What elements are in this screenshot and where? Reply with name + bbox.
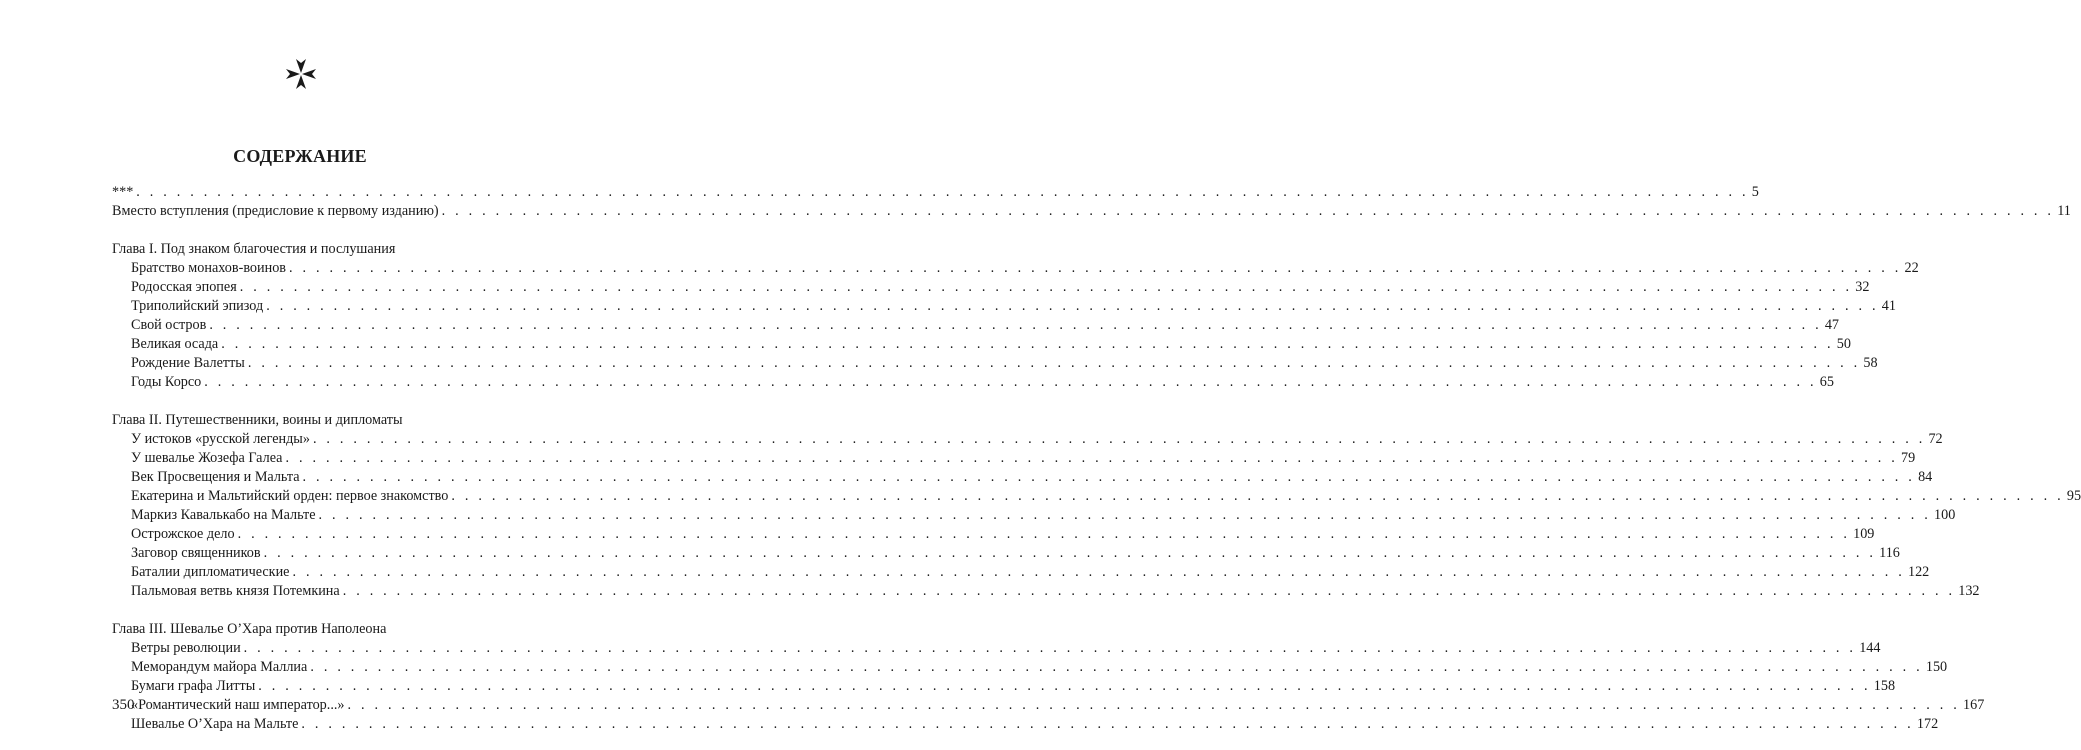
toc-entry[interactable] bbox=[112, 259, 1919, 278]
dot-leader: . . . . . . . . . . . . . . . . . . . . . . . . . . . . . . . . . . . . . . . . . . . . . . . . . . . . . . . . . . . . . . . . . . . . . . . . . . . . . . . . . . . . . . . . . . . . . . . . . . . . . . . . . . . . . . . . . . . . . . . . bbox=[258, 678, 1871, 694]
dot-leader: . . . . . . . . . . . . . . . . . . . . . . . . . . . . . . . . . . . . . . . . . . . . . . . . . . . . . . . . . . . . . . . . . . . . . . . . . . . . . . . . . . . . . . . . . . . . . . . . . . . . . . . . . . . . . . . . . . . . . . . . bbox=[237, 526, 1851, 542]
toc-entry-page: 116 bbox=[1879, 545, 1900, 561]
toc-entry-page: 95 bbox=[2066, 488, 2081, 504]
toc-entry[interactable] bbox=[112, 715, 1939, 734]
toc-entry[interactable] bbox=[112, 449, 1916, 468]
toc-entry-page: 22 bbox=[1904, 260, 1919, 276]
toc-entry[interactable] bbox=[112, 696, 1985, 715]
toc-entry-page: 144 bbox=[1859, 640, 1881, 656]
chapter-title[interactable]: Глава I. Под знаком благочестия и послушания bbox=[112, 241, 396, 257]
toc-entry-page: 167 bbox=[1963, 697, 1985, 713]
toc-entry-page: 50 bbox=[1836, 336, 1851, 352]
table-of-contents bbox=[112, 183, 2081, 734]
toc-entry-title: Родосская эпопея bbox=[131, 279, 237, 295]
toc-entry[interactable] bbox=[112, 582, 1980, 601]
toc-entry-page: 122 bbox=[1907, 564, 1930, 580]
toc-entry-page: 100 bbox=[1934, 507, 1956, 523]
toc-entry-title: Острожское дело bbox=[131, 526, 235, 542]
toc-entry-title: Век Просвещения и Мальта bbox=[131, 469, 300, 485]
maltese-cross-icon bbox=[285, 58, 317, 90]
toc-entry-title: Маркиз Кавалькабо на Мальте bbox=[131, 507, 316, 523]
toc-entry[interactable] bbox=[112, 658, 1948, 677]
toc-entry[interactable] bbox=[112, 468, 1933, 487]
chapter-title[interactable]: Глава III. Шевалье О’Хара против Наполеона bbox=[112, 621, 387, 637]
toc-entry-page: 72 bbox=[1928, 431, 1943, 447]
dot-leader: . . . . . . . . . . . . . . . . . . . . . . . . . . . . . . . . . . . . . . . . . . . . . . . . . . . . . . . . . . . . . . . . . . . . . . . . . . . . . . . . . . . . . . . . . . . . . . . . . . . . . . . . . . . . . . . . . . . . . . . . bbox=[441, 203, 2055, 219]
dot-leader: . . . . . . . . . . . . . . . . . . . . . . . . . . . . . . . . . . . . . . . . . . . . . . . . . . . . . . . . . . . . . . . . . . . . . . . . . . . . . . . . . . . . . . . . . . . . . . . . . . . . . . . . . . . . . . . . . . . . . . . . bbox=[263, 545, 1877, 561]
toc-entry-title: Екатерина и Мальтийский орден: первое знакомство bbox=[131, 488, 449, 504]
dot-leader: . . . . . . . . . . . . . . . . . . . . . . . . . . . . . . . . . . . . . . . . . . . . . . . . . . . . . . . . . . . . . . . . . . . . . . . . . . . . . . . . . . . . . . . . . . . . . . . . . . . . . . . . . . . . . . . . . . . . . . . . bbox=[301, 716, 1914, 732]
dot-leader: . . . . . . . . . . . . . . . . . . . . . . . . . . . . . . . . . . . . . . . . . . . . . . . . . . . . . . . . . . . . . . . . . . . . . . . . . . . . . . . . . . . . . . . . . . . . . . . . . . . . . . . . . . . . . . . . . . . . . . . . bbox=[136, 184, 1749, 200]
toc-entry-title: Вместо вступления (предисловие к первому изданию) bbox=[112, 203, 439, 219]
dot-leader: . . . . . . . . . . . . . . . . . . . . . . . . . . . . . . . . . . . . . . . . . . . . . . . . . . . . . . . . . . . . . . . . . . . . . . . . . . . . . . . . . . . . . . . . . . . . . . . . . . . . . . . . . . . . . . . . . . . . . . . . bbox=[451, 488, 2064, 504]
dot-leader: . . . . . . . . . . . . . . . . . . . . . . . . . . . . . . . . . . . . . . . . . . . . . . . . . . . . . . . . . . . . . . . . . . . . . . . . . . . . . . . . . . . . . . . . . . . . . . . . . . . . . . . . . . . . . . . . . . . . . . . . bbox=[312, 431, 1926, 447]
chapter-title[interactable]: Глава II. Путешественники, воины и дипломаты bbox=[112, 412, 403, 428]
dot-leader: . . . . . . . . . . . . . . . . . . . . . . . . . . . . . . . . . . . . . . . . . . . . . . . . . . . . . . . . . . . . . . . . . . . . . . . . . . . . . . . . . . . . . . . . . . . . . . . . . . . . . . . . . . . . . . . . . . . . . . . . bbox=[209, 317, 1822, 333]
toc-entry-title: Заговор священников bbox=[131, 545, 261, 561]
toc-entry-page: 109 bbox=[1853, 526, 1875, 542]
dot-leader: . . . . . . . . . . . . . . . . . . . . . . . . . . . . . . . . . . . . . . . . . . . . . . . . . . . . . . . . . . . . . . . . . . . . . . . . . . . . . . . . . . . . . . . . . . . . . . . . . . . . . . . . . . . . . . . . . . . . . . . . bbox=[266, 298, 1879, 314]
toc-entry-page: 58 bbox=[1863, 355, 1878, 371]
toc-entry-title: Рождение Валетты bbox=[131, 355, 245, 371]
toc-entry-page: 11 bbox=[2057, 203, 2071, 219]
toc-entry-page: 158 bbox=[1873, 678, 1896, 694]
toc-entry-title: «Романтический наш император...» bbox=[131, 697, 345, 713]
toc-entry[interactable] bbox=[112, 487, 2081, 506]
toc-entry-page: 84 bbox=[1918, 469, 1933, 485]
dot-leader: . . . . . . . . . . . . . . . . . . . . . . . . . . . . . . . . . . . . . . . . . . . . . . . . . . . . . . . . . . . . . . . . . . . . . . . . . . . . . . . . . . . . . . . . . . . . . . . . . . . . . . . . . . . . . . . . . . . . . . . . bbox=[204, 374, 1817, 390]
dot-leader: . . . . . . . . . . . . . . . . . . . . . . . . . . . . . . . . . . . . . . . . . . . . . . . . . . . . . . . . . . . . . . . . . . . . . . . . . . . . . . . . . . . . . . . . . . . . . . . . . . . . . . . . . . . . . . . . . . . . . . . . bbox=[285, 450, 1898, 466]
toc-entry-page: 47 bbox=[1824, 317, 1840, 333]
chapter-block bbox=[112, 620, 1985, 734]
toc-entry-title: Свой остров bbox=[131, 317, 207, 333]
toc-entry[interactable] bbox=[112, 373, 1834, 392]
chapter-block bbox=[112, 411, 2081, 601]
toc-entry-title: Ветры революции bbox=[131, 640, 241, 656]
toc-entry-page: 150 bbox=[1925, 659, 1948, 675]
toc-entry-title: У шевалье Жозефа Галеа bbox=[131, 450, 283, 466]
dot-leader: . . . . . . . . . . . . . . . . . . . . . . . . . . . . . . . . . . . . . . . . . . . . . . . . . . . . . . . . . . . . . . . . . . . . . . . . . . . . . . . . . . . . . . . . . . . . . . . . . . . . . . . . . . . . . . . . . . . . . . . . bbox=[243, 640, 1857, 656]
toc-entry[interactable] bbox=[112, 430, 1943, 449]
toc-entry-page: 79 bbox=[1900, 450, 1916, 466]
toc-entry[interactable] bbox=[112, 297, 1896, 316]
toc-entry-title: Великая осада bbox=[131, 336, 219, 352]
dot-leader: . . . . . . . . . . . . . . . . . . . . . . . . . . . . . . . . . . . . . . . . . . . . . . . . . . . . . . . . . . . . . . . . . . . . . . . . . . . . . . . . . . . . . . . . . . . . . . . . . . . . . . . . . . . . . . . . . . . . . . . . bbox=[239, 279, 1853, 295]
toc-entry-title: Триполийский эпизод bbox=[131, 298, 264, 314]
toc-entry-title: Баталии дипломатические bbox=[131, 564, 290, 580]
toc-entry[interactable] bbox=[112, 563, 1930, 582]
toc-entry-page: 5 bbox=[1751, 184, 1759, 200]
dot-leader: . . . . . . . . . . . . . . . . . . . . . . . . . . . . . . . . . . . . . . . . . . . . . . . . . . . . . . . . . . . . . . . . . . . . . . . . . . . . . . . . . . . . . . . . . . . . . . . . . . . . . . . . . . . . . . . . . . . . . . . . bbox=[342, 583, 1956, 599]
chapter-block bbox=[112, 240, 1919, 392]
toc-entry[interactable] bbox=[112, 639, 1881, 658]
toc-entry[interactable] bbox=[112, 278, 1870, 297]
dot-leader: . . . . . . . . . . . . . . . . . . . . . . . . . . . . . . . . . . . . . . . . . . . . . . . . . . . . . . . . . . . . . . . . . . . . . . . . . . . . . . . . . . . . . . . . . . . . . . . . . . . . . . . . . . . . . . . . . . . . . . . . bbox=[347, 697, 1961, 713]
toc-entry[interactable] bbox=[112, 677, 1896, 696]
toc-entry-page: 41 bbox=[1881, 298, 1896, 314]
toc-entry-title: Бумаги графа Литты bbox=[131, 678, 256, 694]
toc-entry-page: 172 bbox=[1916, 716, 1939, 732]
toc-entry-page: 132 bbox=[1958, 583, 1980, 599]
toc-entry-title: Пальмовая ветвь князя Потемкина bbox=[131, 583, 340, 599]
dot-leader: . . . . . . . . . . . . . . . . . . . . . . . . . . . . . . . . . . . . . . . . . . . . . . . . . . . . . . . . . . . . . . . . . . . . . . . . . . . . . . . . . . . . . . . . . . . . . . . . . . . . . . . . . . . . . . . . . . . . . . . . bbox=[247, 355, 1861, 371]
toc-entry[interactable] bbox=[112, 525, 1875, 544]
toc-entry-title: У истоков «русской легенды» bbox=[131, 431, 310, 447]
dot-leader: . . . . . . . . . . . . . . . . . . . . . . . . . . . . . . . . . . . . . . . . . . . . . . . . . . . . . . . . . . . . . . . . . . . . . . . . . . . . . . . . . . . . . . . . . . . . . . . . . . . . . . . . . . . . . . . . . . . . . . . . bbox=[292, 564, 1905, 580]
toc-entry[interactable] bbox=[112, 544, 1900, 563]
toc-entry-title: *** bbox=[112, 184, 134, 200]
page-number: 350 bbox=[112, 697, 135, 713]
toc-entry-title: Братство монахов-воинов bbox=[131, 260, 286, 276]
toc-entry[interactable] bbox=[112, 316, 1840, 335]
dot-leader: . . . . . . . . . . . . . . . . . . . . . . . . . . . . . . . . . . . . . . . . . . . . . . . . . . . . . . . . . . . . . . . . . . . . . . . . . . . . . . . . . . . . . . . . . . . . . . . . . . . . . . . . . . . . . . . . . . . . . . . . bbox=[318, 507, 1932, 523]
dot-leader: . . . . . . . . . . . . . . . . . . . . . . . . . . . . . . . . . . . . . . . . . . . . . . . . . . . . . . . . . . . . . . . . . . . . . . . . . . . . . . . . . . . . . . . . . . . . . . . . . . . . . . . . . . . . . . . . . . . . . . . . bbox=[302, 469, 1916, 485]
dot-leader: . . . . . . . . . . . . . . . . . . . . . . . . . . . . . . . . . . . . . . . . . . . . . . . . . . . . . . . . . . . . . . . . . . . . . . . . . . . . . . . . . . . . . . . . . . . . . . . . . . . . . . . . . . . . . . . . . . . . . . . . bbox=[310, 659, 1923, 675]
toc-entry-title: Меморандум майора Маллиа bbox=[131, 659, 308, 675]
dot-leader: . . . . . . . . . . . . . . . . . . . . . . . . . . . . . . . . . . . . . . . . . . . . . . . . . . . . . . . . . . . . . . . . . . . . . . . . . . . . . . . . . . . . . . . . . . . . . . . . . . . . . . . . . . . . . . . . . . . . . . . . bbox=[221, 336, 1834, 352]
toc-entry-title: Шевалье О’Хара на Мальте bbox=[131, 716, 299, 732]
toc-entry[interactable] bbox=[112, 354, 1878, 373]
toc-entry[interactable] bbox=[112, 183, 1759, 202]
toc-entry-page: 32 bbox=[1855, 279, 1870, 295]
toc-entry[interactable] bbox=[112, 335, 1851, 354]
dot-leader: . . . . . . . . . . . . . . . . . . . . . . . . . . . . . . . . . . . . . . . . . . . . . . . . . . . . . . . . . . . . . . . . . . . . . . . . . . . . . . . . . . . . . . . . . . . . . . . . . . . . . . . . . . . . . . . . . . . . . . . . bbox=[289, 260, 1902, 276]
toc-entry-title: Годы Корсо bbox=[131, 374, 202, 390]
toc-entry[interactable] bbox=[112, 506, 1956, 525]
toc-title: СОДЕРЖАНИЕ bbox=[233, 146, 367, 166]
toc-entry-page: 65 bbox=[1819, 374, 1834, 390]
toc-entry[interactable] bbox=[112, 202, 2071, 221]
